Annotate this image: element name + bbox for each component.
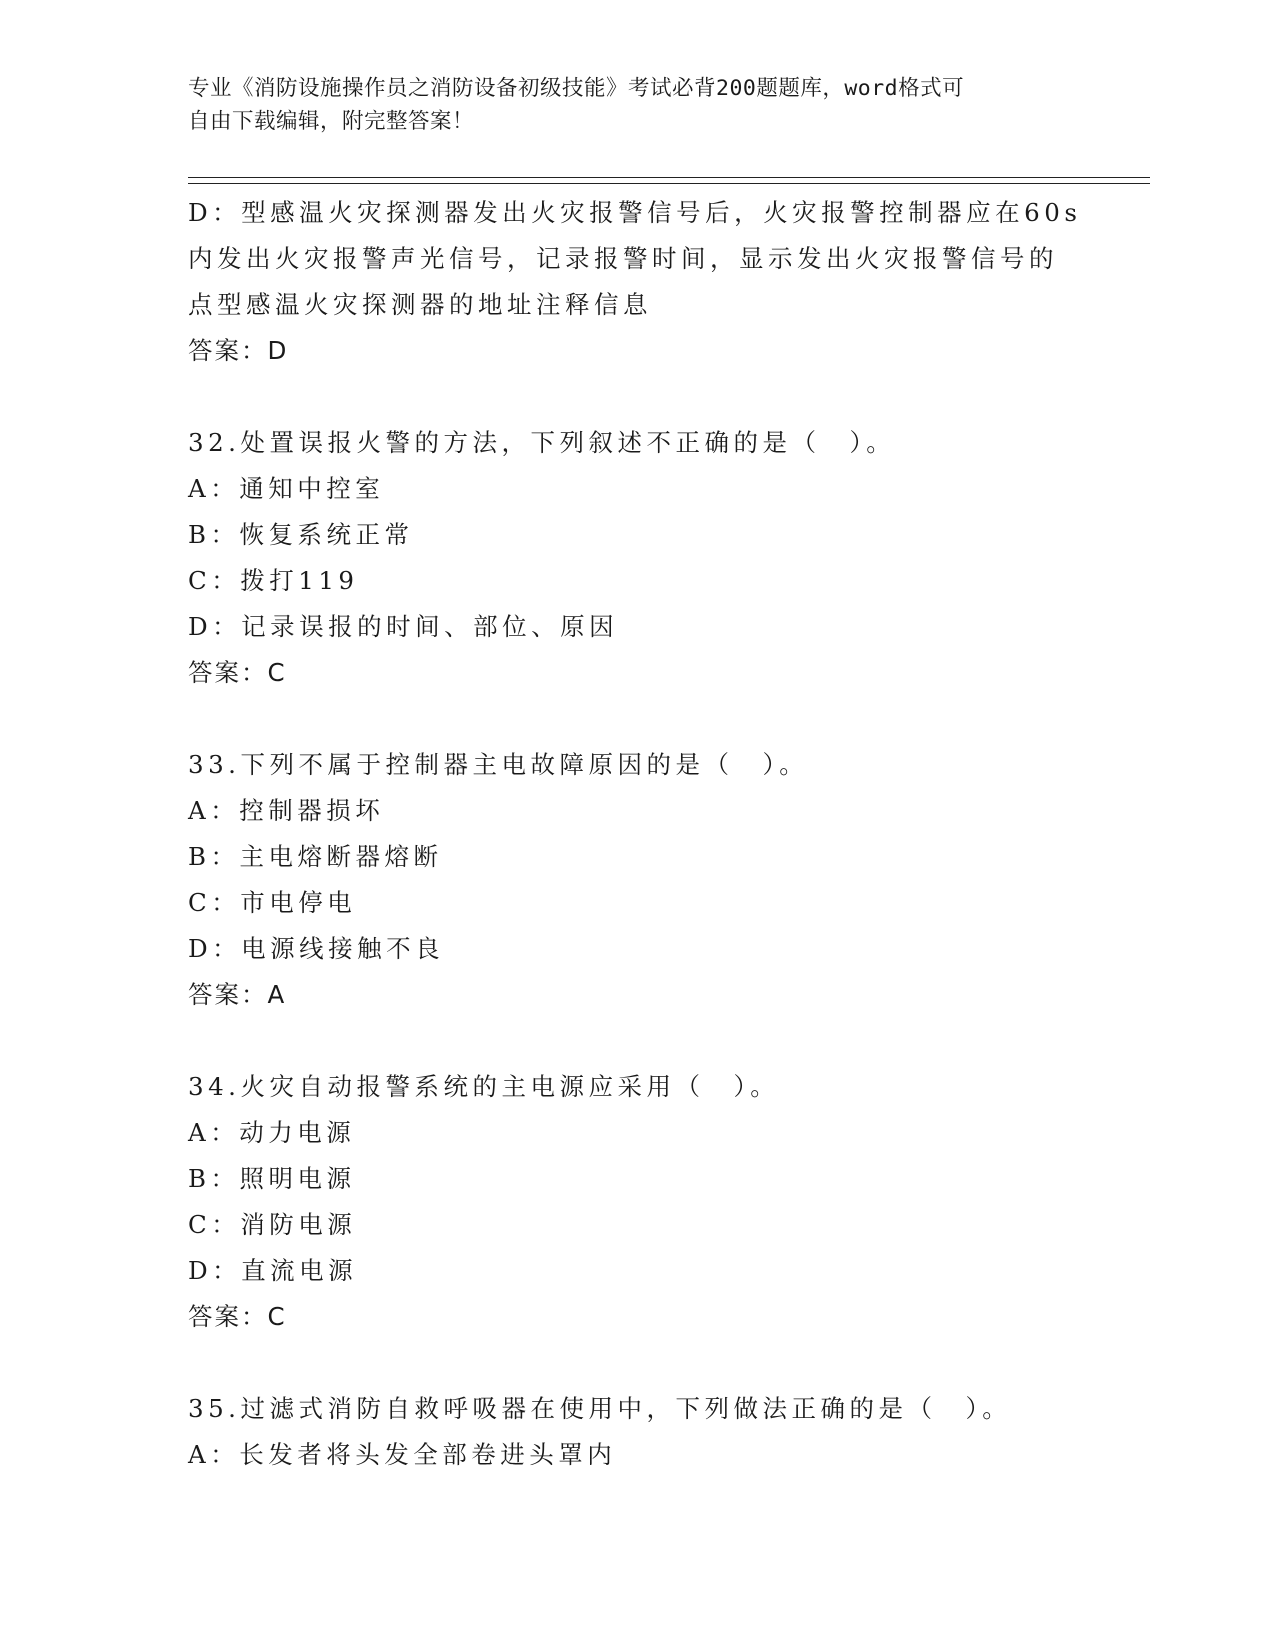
header-divider-top: [188, 177, 1150, 178]
question-block-35: [188, 1386, 1088, 1478]
option-b: B：照明电源: [188, 1164, 356, 1193]
option-c: C：拨打119: [188, 566, 359, 595]
option-text-line: 点型感温火灾探测器的地址注释信息: [188, 290, 652, 319]
option-d: D：直流电源: [188, 1256, 358, 1285]
question-block-31-tail: [188, 190, 1088, 374]
question-block-33: [188, 742, 1088, 1018]
option-a: A：控制器损坏: [188, 796, 385, 825]
answer-line: 答案：A: [188, 980, 287, 1009]
option-d: D：记录误报的时间、部位、原因: [188, 612, 619, 641]
answer-line: 答案：D: [188, 336, 289, 365]
answer-line: 答案：C: [188, 1302, 287, 1331]
answer-line: 答案：C: [188, 658, 287, 687]
option-a: A：通知中控室: [188, 474, 385, 503]
question-stem: 33.下列不属于控制器主电故障原因的是（ ）。: [188, 750, 809, 779]
option-b: B：恢复系统正常: [188, 520, 414, 549]
header-divider-bottom: [188, 183, 1150, 184]
document-header: [188, 72, 1068, 138]
question-stem: 34.火灾自动报警系统的主电源应采用（ ）。: [188, 1072, 780, 1101]
header-line-1: 专业《消防设施操作员之消防设备初级技能》考试必背200题题库，word格式可: [188, 76, 965, 101]
question-block-34: [188, 1064, 1088, 1340]
option-a: A：长发者将头发全部卷进头罩内: [188, 1440, 617, 1469]
option-a: A：动力电源: [188, 1118, 356, 1147]
question-block-32: [188, 420, 1088, 696]
question-stem: 35.过滤式消防自救呼吸器在使用中，下列做法正确的是（ ）。: [188, 1394, 1012, 1423]
question-list: [188, 190, 1088, 1478]
option-d: D：电源线接触不良: [188, 934, 445, 963]
option-text-line: D：型感温火灾探测器发出火灾报警信号后，火灾报警控制器应在60s: [188, 198, 1082, 227]
option-c: C：消防电源: [188, 1210, 357, 1239]
question-stem: 32.处置误报火警的方法，下列叙述不正确的是（ ）。: [188, 428, 896, 457]
option-b: B：主电熔断器熔断: [188, 842, 443, 871]
option-text-line: 内发出火灾报警声光信号，记录报警时间，显示发出火灾报警信号的: [188, 244, 1058, 273]
option-c: C：市电停电: [188, 888, 357, 917]
header-line-2: 自由下载编辑，附完整答案！: [188, 109, 475, 134]
